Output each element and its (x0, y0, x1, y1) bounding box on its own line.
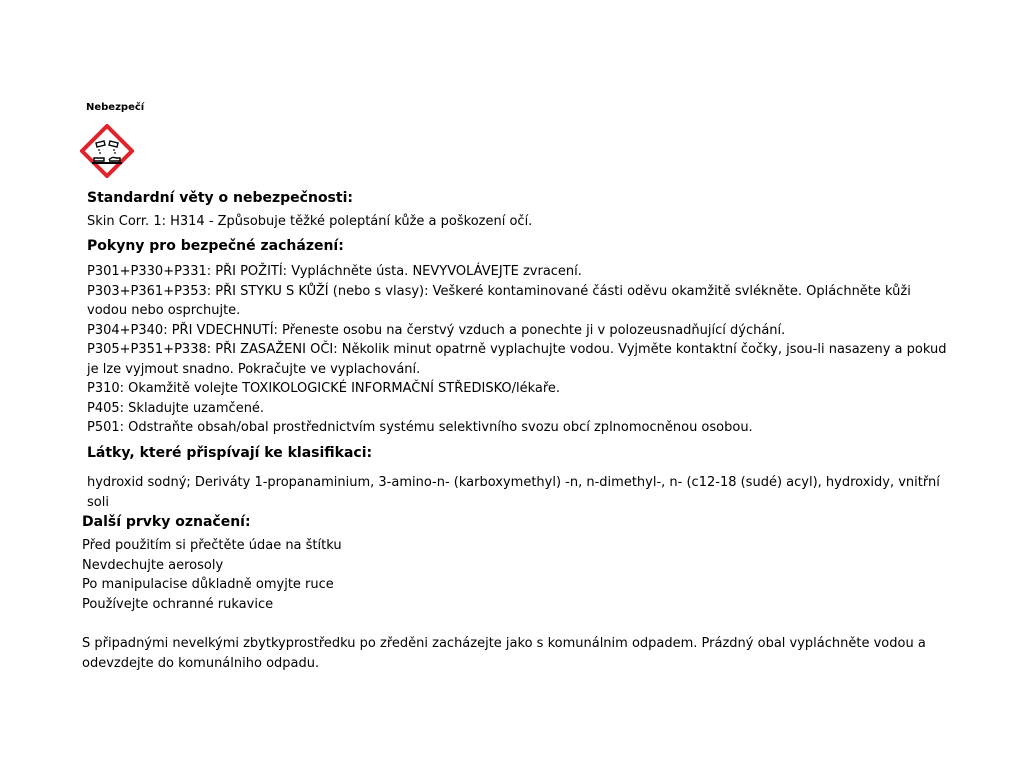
hazard-statement: Skin Corr. 1: H314 - Způsobuje těžké poleptání kůže a poškození očí. (87, 214, 533, 229)
precautionary-statement: P305+P351+P338: PŘI ZASAŽENI OČI: Několik minut opatrně vyplachujte vodou. Vyjměte kontaktní čočky, jsou-li nasazeny a pokud je lze vyjmout snadno. Pokračujte ve vyplachování. (87, 342, 947, 377)
precautionary-statement: P501: Odstraňte obsah/obal prostřednictvím systému selektivního svozu obcí zplnomocněnou osobou. (87, 420, 753, 435)
precautionary-statements-heading: Pokyny pro bezpečné zacházení: (87, 238, 344, 254)
classification-substances-text: hydroxid sodný; Deriváty 1-propanaminium, 3-amino-n- (karboxymethyl) -n, n-dimethyl-, n- (c12-18 (sudé) acyl), hydroxidy, vnitřní soli (87, 475, 940, 510)
other-label-element: Po manipulacise důkladně omyjte ruce (82, 577, 334, 592)
other-label-element: Před použitím si přečtěte údae na štítku (82, 538, 342, 553)
precautionary-statement: P303+P361+P353: PŘI STYKU S KŮŽÍ (nebo s vlasy): Veškeré kontaminované části oděvu okamžitě svlékněte. Opláchněte kůži vodou nebo osprchujte. (87, 283, 911, 318)
signal-word: Nebezpečí (86, 102, 145, 113)
precautionary-statement: P310: Okamžitě volejte TOXIKOLOGICKÉ INFORMAČNÍ STŘEDISKO/lékaře. (87, 381, 561, 396)
precautionary-statements-list (87, 262, 947, 438)
classification-substances-heading: Látky, které přispívají ke klasifikaci: (87, 445, 373, 461)
other-label-elements-heading: Další prvky označení: (82, 514, 251, 530)
hazard-statements-heading: Standardní věty o nebezpečnosti: (87, 190, 353, 206)
disposal-instructions: S připadnými nevelkými zbytkyprostředku po zředěni zacházejte jako s komunálnim odpadem. Prázdný obal vypláchněte vodou a odevzdejte do komunálniho odpadu. (82, 636, 926, 671)
precautionary-statement: P301+P330+P331: PŘI POŽITÍ: Vypláchněte ústa. NEVYVOLÁVEJTE zvracení. (87, 264, 582, 279)
corrosion-icon (80, 124, 134, 178)
precautionary-statement: P304+P340: PŘI VDECHNUTÍ: Přeneste osobu na čerstvý vzduch a ponechte ji v polozeusnadňující dýchání. (87, 322, 786, 338)
precautionary-statement: P405: Skladujte uzamčené. (87, 400, 265, 416)
other-label-element: Nevdechujte aerosoly (82, 557, 224, 573)
other-label-elements-list (82, 536, 342, 614)
other-label-element: Používejte ochranné rukavice (82, 596, 274, 612)
